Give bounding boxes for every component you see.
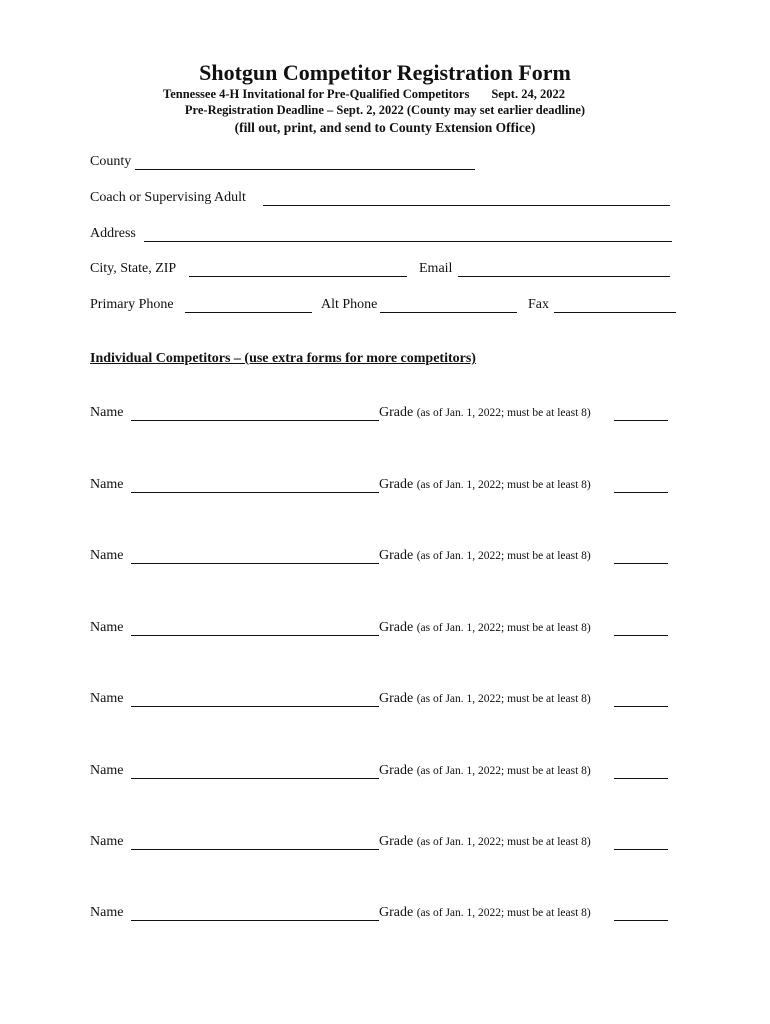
competitor-row xyxy=(90,762,690,782)
email-field[interactable] xyxy=(458,276,670,277)
grade-note: (as of Jan. 1, 2022; must be at least 8) xyxy=(416,693,591,705)
competitor-grade-field[interactable] xyxy=(614,778,668,779)
competitor-grade-field[interactable] xyxy=(614,420,668,421)
event-date: Sept. 24, 2022 xyxy=(491,87,565,101)
competitor-row xyxy=(90,833,690,853)
grade-label-text: Grade xyxy=(379,763,414,778)
primary-phone-field[interactable] xyxy=(185,312,312,313)
competitor-grade-field[interactable] xyxy=(614,920,668,921)
competitor-name-label: Name xyxy=(90,405,124,420)
competitor-name-field[interactable] xyxy=(131,492,379,493)
county-field[interactable] xyxy=(135,169,475,170)
grade-note: (as of Jan. 1, 2022; must be at least 8) xyxy=(416,550,591,562)
grade-note: (as of Jan. 1, 2022; must be at least 8) xyxy=(416,622,591,634)
competitor-grade-label xyxy=(379,476,591,494)
competitor-name-label: Name xyxy=(90,763,124,778)
county-label: County xyxy=(90,154,132,169)
competitor-row xyxy=(90,619,690,639)
coach-label: Coach or Supervising Adult xyxy=(90,190,246,205)
grade-label-text: Grade xyxy=(379,548,414,563)
competitor-grade-label xyxy=(379,690,591,708)
competitor-name-field[interactable] xyxy=(131,563,379,564)
grade-note: (as of Jan. 1, 2022; must be at least 8) xyxy=(416,407,591,419)
grade-label-text: Grade xyxy=(379,477,414,492)
email-label: Email xyxy=(419,261,453,276)
event-name: Tennessee 4-H Invitational for Pre-Qualified Competitors xyxy=(163,87,470,101)
form-title: Shotgun Competitor Registration Form xyxy=(199,60,571,85)
deadline-line: Pre-Registration Deadline – Sept. 2, 2022 (County may set earlier deadline) xyxy=(184,103,586,117)
competitor-row xyxy=(90,404,690,424)
city-state-zip-label: City, State, ZIP xyxy=(90,261,177,276)
event-line xyxy=(163,87,565,102)
fax-field[interactable] xyxy=(554,312,676,313)
grade-label-text: Grade xyxy=(379,834,414,849)
grade-label-text: Grade xyxy=(379,691,414,706)
competitor-name-field[interactable] xyxy=(131,420,379,421)
competitor-grade-label xyxy=(379,619,591,637)
grade-note: (as of Jan. 1, 2022; must be at least 8) xyxy=(416,765,591,777)
competitor-grade-label xyxy=(379,404,591,422)
competitor-name-label: Name xyxy=(90,620,124,635)
primary-phone-label: Primary Phone xyxy=(90,297,174,312)
competitor-name-field[interactable] xyxy=(131,635,379,636)
competitor-row xyxy=(90,904,690,924)
instructions-line: (fill out, print, and send to County Extension Office) xyxy=(234,120,536,135)
competitor-name-field[interactable] xyxy=(131,920,379,921)
city-state-zip-field[interactable] xyxy=(189,276,407,277)
grade-note: (as of Jan. 1, 2022; must be at least 8) xyxy=(416,907,591,919)
alt-phone-field[interactable] xyxy=(380,312,517,313)
competitor-name-label: Name xyxy=(90,477,124,492)
competitor-grade-label xyxy=(379,547,591,565)
fax-label: Fax xyxy=(528,297,549,312)
competitors-heading: Individual Competitors – (use extra forms for more competitors) xyxy=(90,351,476,366)
competitor-name-field[interactable] xyxy=(131,778,379,779)
grade-note: (as of Jan. 1, 2022; must be at least 8) xyxy=(416,836,591,848)
grade-label-text: Grade xyxy=(379,620,414,635)
competitor-name-label: Name xyxy=(90,548,124,563)
competitor-name-label: Name xyxy=(90,834,124,849)
competitor-row xyxy=(90,547,690,567)
competitor-grade-label xyxy=(379,833,591,851)
competitor-grade-label xyxy=(379,904,591,922)
competitor-name-field[interactable] xyxy=(131,706,379,707)
grade-label-text: Grade xyxy=(379,405,414,420)
competitor-row xyxy=(90,690,690,710)
grade-label-text: Grade xyxy=(379,905,414,920)
competitor-grade-field[interactable] xyxy=(614,635,668,636)
competitor-grade-field[interactable] xyxy=(614,706,668,707)
alt-phone-label: Alt Phone xyxy=(321,297,378,312)
address-field[interactable] xyxy=(144,241,672,242)
competitor-name-label: Name xyxy=(90,691,124,706)
coach-field[interactable] xyxy=(263,205,670,206)
competitor-grade-field[interactable] xyxy=(614,563,668,564)
competitor-grade-label xyxy=(379,762,591,780)
competitor-grade-field[interactable] xyxy=(614,849,668,850)
grade-note: (as of Jan. 1, 2022; must be at least 8) xyxy=(416,479,591,491)
competitor-name-field[interactable] xyxy=(131,849,379,850)
competitor-grade-field[interactable] xyxy=(614,492,668,493)
address-label: Address xyxy=(90,226,136,241)
competitor-row xyxy=(90,476,690,496)
competitor-name-label: Name xyxy=(90,905,124,920)
